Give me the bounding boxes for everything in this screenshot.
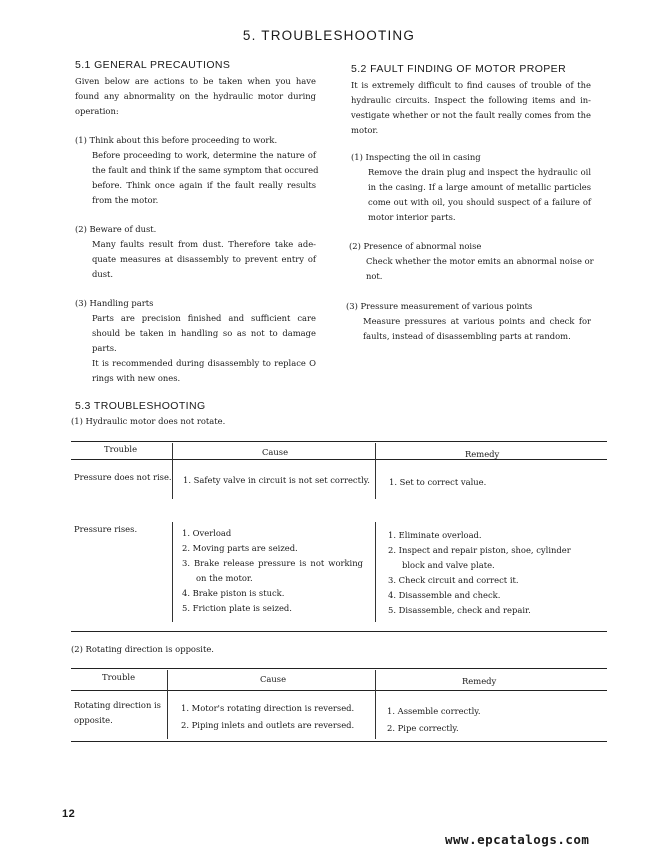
table-1-row-1-cause: 1. Safety valve in circuit is not set correctly. bbox=[183, 475, 370, 485]
section-5-1-item-1: (1) Think about this before proceeding to work. Before proceeding to work, determine the nature of the fault and think if the same symptom that occured before. Think once again if the fault really results from the motor. bbox=[75, 135, 319, 205]
table-2-row-1-causes: 1. Motor's rotating direction is reversed. 2. Piping inlets and outlets are reversed. bbox=[181, 703, 355, 730]
table-1-row-1-trouble: Pressure does not rise. bbox=[74, 472, 172, 482]
section-5-2-item-3: (3) Pressure measurement of various points Measure pressures at various points and check for faults, instead of disassembling parts at random. bbox=[346, 301, 591, 341]
page-title: 5. TROUBLESHOOTING bbox=[242, 28, 416, 43]
section-5-1-heading: 5.1 GENERAL PRECAUTIONS bbox=[75, 59, 231, 71]
table-1-bottom-rule bbox=[71, 631, 607, 632]
table-1-divider bbox=[375, 443, 376, 499]
table-1-header-remedy: Remedy bbox=[465, 449, 500, 459]
table-1-header-rule bbox=[71, 459, 607, 460]
table-1-divider bbox=[375, 522, 376, 622]
table-1-row-2-trouble: Pressure rises. bbox=[74, 524, 138, 534]
table-2-row-1-remedies: 1. Assemble correctly. 2. Pipe correctly. bbox=[387, 706, 481, 733]
table-1-divider bbox=[172, 522, 173, 622]
table-2-divider bbox=[375, 670, 376, 739]
section-5-1-intro: Given below are actions to be taken when you have found any abnormality on the hydraulic motor during operation: bbox=[75, 76, 316, 116]
section-5-2-heading: 5.2 FAULT FINDING OF MOTOR PROPER bbox=[351, 63, 567, 75]
table-1-row-1-remedy: 1. Set to correct value. bbox=[389, 477, 487, 487]
table-1-top-rule bbox=[71, 441, 607, 442]
section-5-3-heading: 5.3 TROUBLESHOOTING bbox=[75, 400, 206, 412]
section-5-2-item-1: (1) Inspecting the oil in casing Remove the drain plug and inspect the hydraulic oil in the casing. If a large amount of metallic particles come out with oil, you should suspect of a failure of motor interior parts. bbox=[351, 152, 591, 222]
watermark-link[interactable]: www.epcatalogs.com bbox=[445, 832, 590, 847]
subsection-1-title: (1) Hydraulic motor does not rotate. bbox=[71, 416, 226, 426]
table-2-header-remedy: Remedy bbox=[462, 676, 497, 686]
table-1-row-2-remedies: 1. Eliminate overload. 2. Inspect and repair piston, shoe, cylinder block and valve plate. 3. Check circuit and correct it. 4. Disassemble and check. 5. Disassemble, check and repair. bbox=[388, 530, 571, 615]
table-2-row-1-trouble: Rotating direction is opposite. bbox=[74, 700, 161, 725]
section-5-2-item-2: (2) Presence of abnormal noise Check whether the motor emits an abnormal noise or not. bbox=[349, 241, 594, 281]
subsection-2-title: (2) Rotating direction is opposite. bbox=[71, 644, 214, 654]
table-2-divider bbox=[167, 670, 168, 739]
table-2-top-rule bbox=[71, 668, 607, 669]
section-5-2-intro: It is extremely difficult to find causes of trouble of the hydraulic circuits. Inspect the following items and in- vestigate whether or not the fault really comes from the motor. bbox=[351, 80, 591, 135]
table-2-header-rule bbox=[71, 690, 607, 691]
page-number: 12 bbox=[62, 808, 76, 820]
section-5-1-item-3: (3) Handling parts Parts are precision finished and sufficient care should be taken in handling so as not to damage parts. It is recommended during disassembly to replace O rings with new ones. bbox=[75, 298, 316, 383]
table-2-header-cause: Cause bbox=[260, 674, 287, 684]
table-1-header-trouble: Trouble bbox=[104, 444, 138, 454]
table-1-divider bbox=[172, 443, 173, 499]
section-5-1-item-2: (2) Beware of dust. Many faults result from dust. Therefore take ade- quate measures at disassembly to prevent entry of dust. bbox=[75, 224, 316, 279]
table-2-header-trouble: Trouble bbox=[102, 672, 136, 682]
table-1-header-cause: Cause bbox=[262, 447, 289, 457]
table-2-bottom-rule bbox=[71, 741, 607, 742]
table-1-row-2-causes: 1. Overload 2. Moving parts are seized. 3. Brake release pressure is not working on the motor. 4. Brake piston is stuck. 5. Friction plate is seized. bbox=[182, 528, 363, 613]
